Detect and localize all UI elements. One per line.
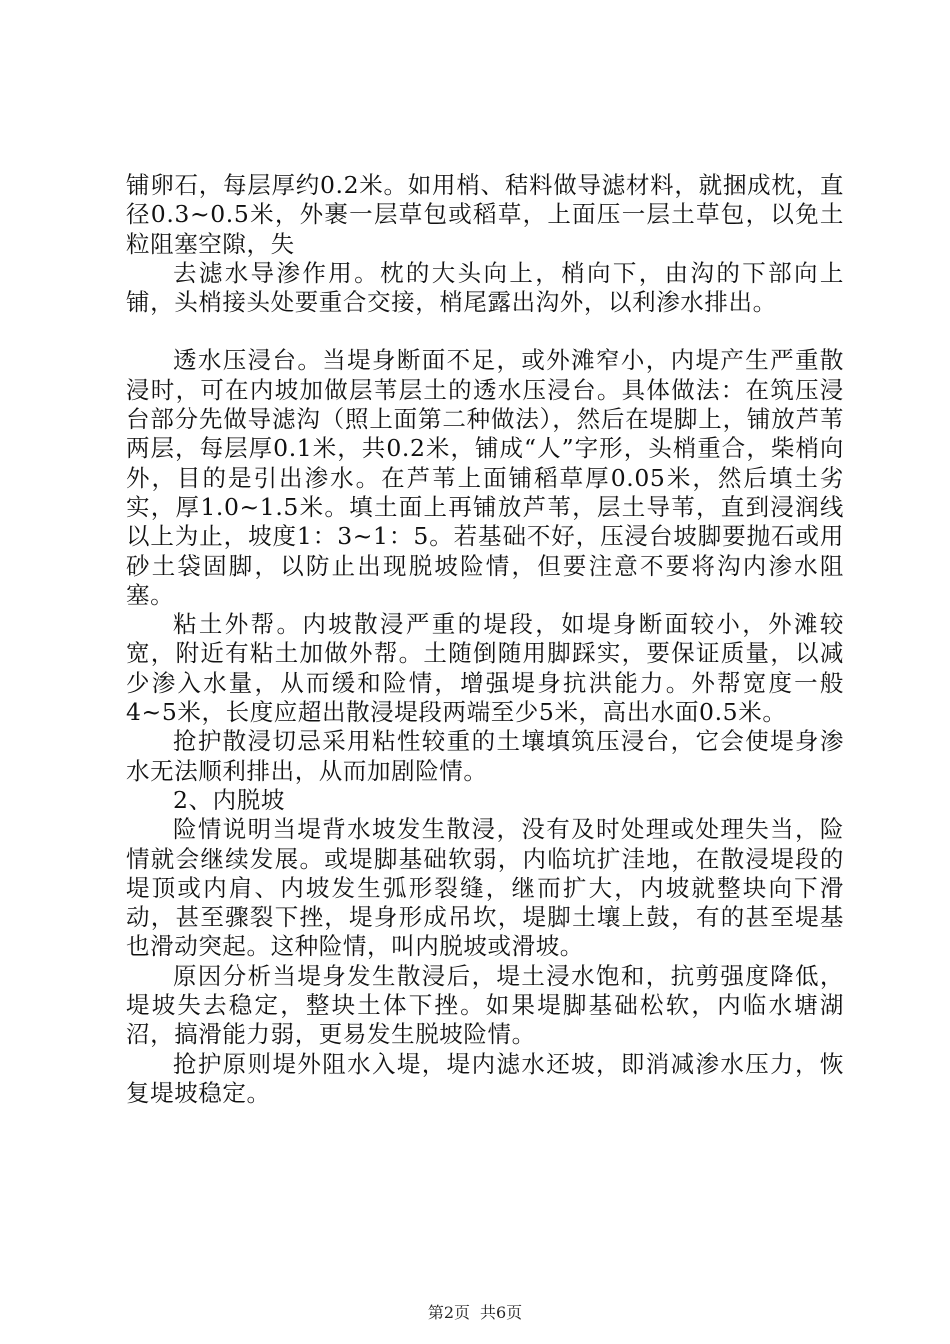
paragraph-2: 去滤水导渗作用。枕的大头向上，梢向下，由沟的下部向上铺，头梢接头处要重合交接，梢尾露出沟外，以利渗水排出。 bbox=[126, 258, 844, 317]
page-number: 第2页 bbox=[427, 1303, 470, 1322]
paragraph-4: 粘土外帮。内坡散浸严重的堤段，如堤身断面较小，外滩较宽，附近有粘土加做外帮。土随倒随用脚踩实，要保证质量，以减少渗入水量，从而缓和险情，增强堤身抗洪能力。外帮宽度一般4~5米，长度应超出散浸堤段两端至少5米，高出水面0.5米。 bbox=[126, 610, 844, 727]
document-body bbox=[126, 171, 844, 1108]
paragraph-1: 铺卵石，每层厚约0.2米。如用梢、秸料做导滤材料，就捆成枕，直径0.3~0.5米，外裹一层草包或稻草，上面压一层土草包，以免土粒阻塞空隙，失 bbox=[126, 171, 844, 258]
paragraph-3: 透水压浸台。当堤身断面不足，或外滩窄小，内堤产生严重散浸时，可在内坡加做层苇层土的透水压浸台。具体做法：在筑压浸台部分先做导滤沟（照上面第二种做法），然后在堤脚上，铺放芦苇两层，每层厚0.1米，共0.2米，铺成“人”字形，头梢重合，柴梢向外，目的是引出渗水。在芦苇上面铺稻草厚0.05米，然后填土劣实，厚1.0~1.5米。填土面上再铺放芦苇，层土导苇，直到浸润线以上为止，坡度1：3~1：5。若基础不好，压浸台坡脚要抛石或用砂土袋固脚，以防止出现脱坡险情，但要注意不要将沟内渗水阻塞。 bbox=[126, 346, 844, 609]
paragraph-7: 原因分析当堤身发生散浸后，堤土浸水饱和，抗剪强度降低，堤坡失去稳定，整块土体下挫。如果堤脚基础松软，内临水塘湖沼，搞滑能力弱，更易发生脱坡险情。 bbox=[126, 961, 844, 1049]
paragraph-6: 险情说明当堤背水坡发生散浸，没有及时处理或处理失当，险情就会继续发展。或堤脚基础软弱，内临坑扩洼地，在散浸堤段的堤顶或内肩、内坡发生弧形裂缝，继而扩大，内坡就整块向下滑动，甚至骤裂下挫，堤身形成吊坎，堤脚土壤上鼓，有的甚至堤基也滑动突起。这种险情，叫内脱坡或滑坡。 bbox=[126, 815, 844, 961]
paragraph-8: 抢护原则堤外阻水入堤，堤内滤水还坡，即消减渗水压力，恢复堤坡稳定。 bbox=[126, 1049, 844, 1107]
paragraph-5: 抢护散浸切忌采用粘性较重的土壤填筑压浸台，它会使堤身渗水无法顺利排出，从而加剧险情。 bbox=[126, 727, 844, 785]
section-heading: 2、内脱坡 bbox=[173, 785, 285, 814]
page-total: 共6页 bbox=[480, 1303, 523, 1322]
page-footer bbox=[0, 1300, 950, 1323]
